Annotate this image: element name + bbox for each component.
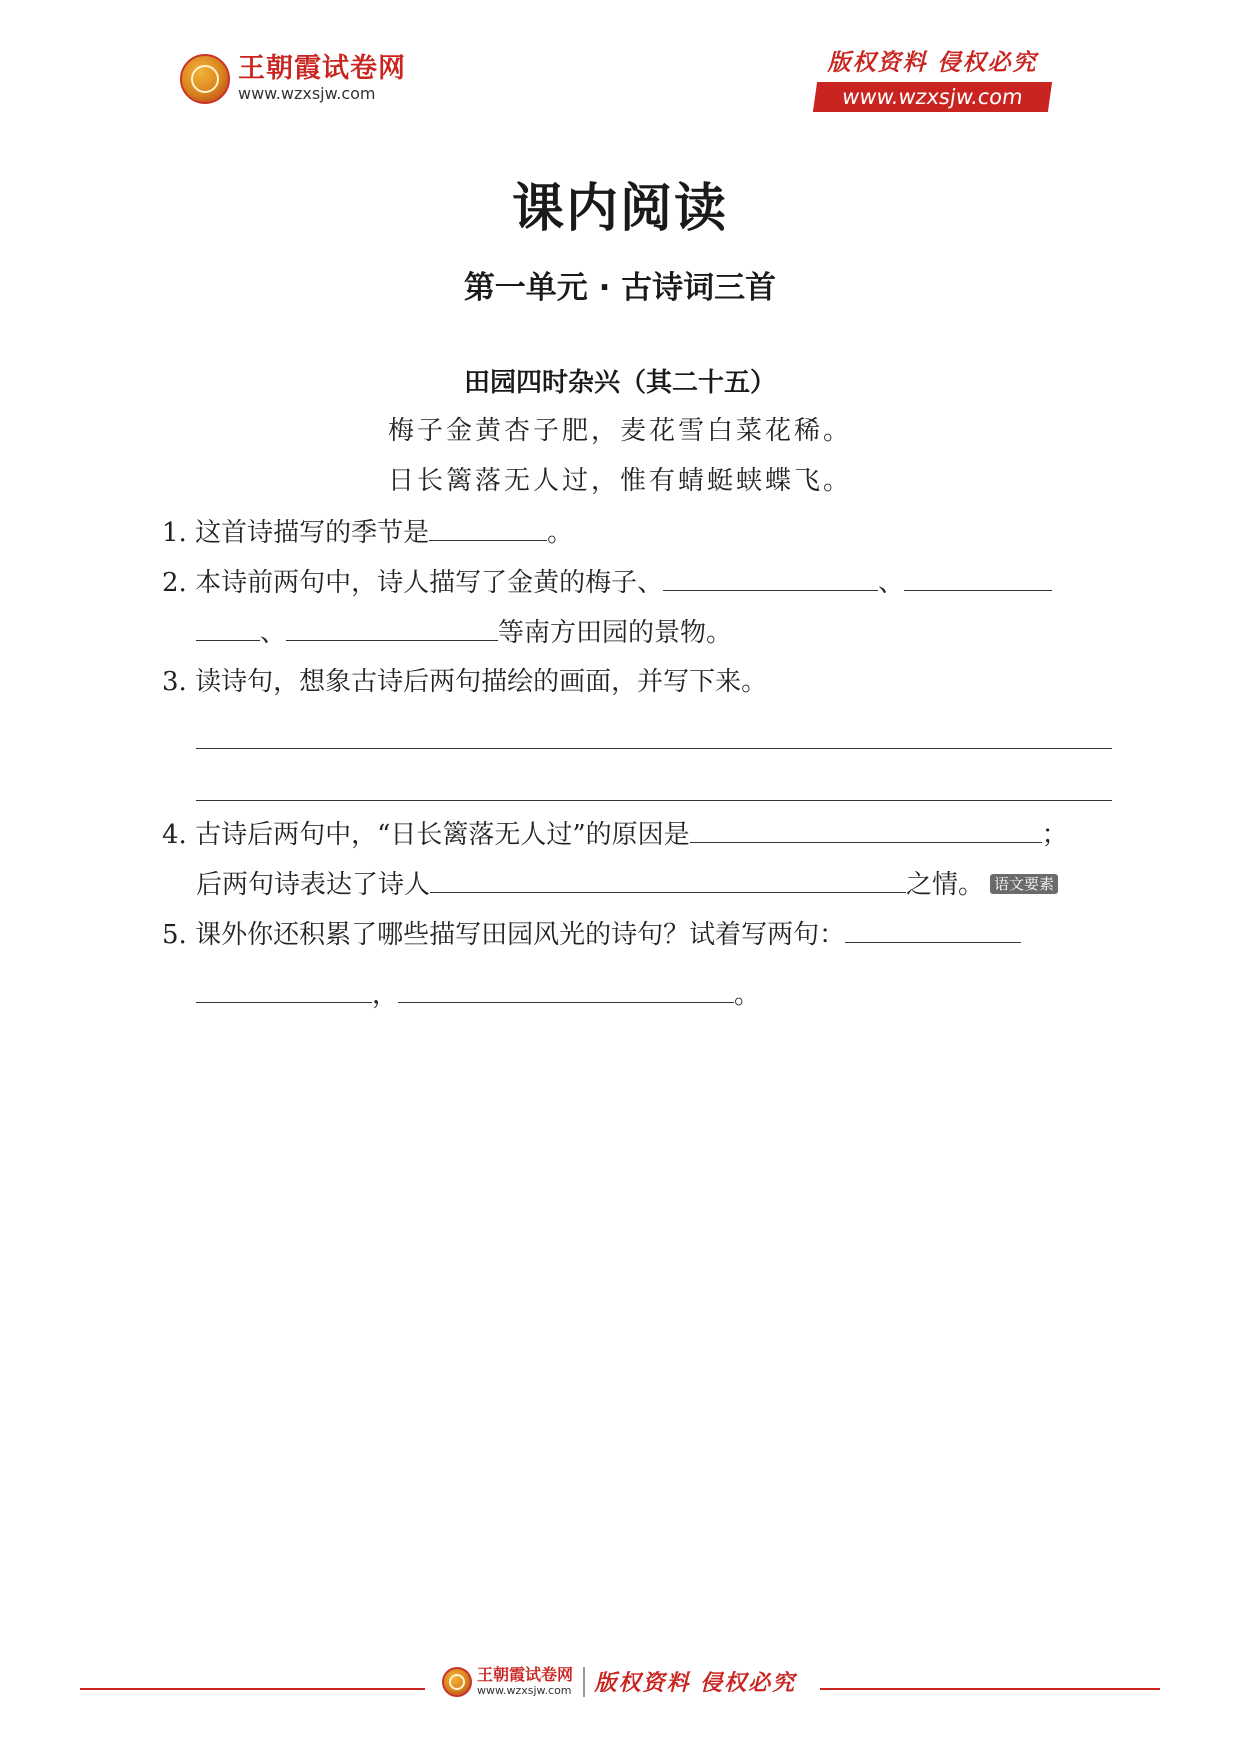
answer-line-3b[interactable] [196, 800, 1112, 801]
footer-logo-name: 王朝霞试卷网 [477, 1665, 574, 1684]
answer-blank-4b[interactable] [430, 866, 906, 893]
logo-name: 王朝霞试卷网 [238, 53, 406, 84]
question-4: 4. 古诗后两句中，“日长篱落无人过”的原因是 ； [162, 816, 1068, 853]
footer-copyright: 版权资料 侵权必究 [594, 1670, 797, 1696]
question-3-text: 3. 读诗句，想象古诗后两句描绘的画面，并写下来。 [162, 667, 768, 697]
footer-seal-logo-icon [442, 1667, 472, 1697]
footer-rule-left [80, 1688, 425, 1690]
seal-logo-icon [180, 54, 230, 104]
question-5-cont: ， 。 [196, 976, 760, 1013]
answer-blank-2b[interactable] [904, 564, 1052, 591]
copyright-url: www.wzxsjw.com [813, 82, 1052, 112]
question-5-text: 5. 课外你还积累了哪些描写田园风光的诗句？试着写两句： [162, 920, 846, 950]
answer-blank-4a[interactable] [690, 816, 1042, 843]
poem-line-2: 日长篱落无人过，惟有蜻蜓蛱蝶飞。 [387, 466, 852, 496]
answer-blank-2d[interactable] [286, 614, 498, 641]
question-4-text: 4. 古诗后两句中，“日长篱落无人过”的原因是 [162, 820, 690, 850]
footer-logo-url: www.wzxsjw.com [477, 1684, 572, 1697]
footer-brand [442, 1666, 796, 1697]
question-2-text: 2. 本诗前两句中，诗人描写了金黄的梅子、 [162, 568, 664, 598]
question-2-cont: 、 等南方田园的景物。 [196, 614, 732, 651]
answer-line-3a[interactable] [196, 748, 1112, 749]
site-logo [180, 54, 406, 104]
answer-blank-2a[interactable] [663, 564, 878, 591]
question-5 [162, 916, 1021, 953]
question-3 [162, 664, 767, 700]
page-title: 课内阅读 [511, 179, 728, 239]
question-4-text2: 后两句诗表达了诗人 [196, 870, 431, 900]
question-1: 1. 这首诗描写的季节是 。 [162, 514, 573, 551]
answer-blank-5c[interactable] [398, 976, 734, 1003]
answer-blank-5b[interactable] [196, 976, 372, 1003]
question-1-text: 1. 这首诗描写的季节是 [162, 518, 430, 548]
poem-title: 田园四时杂兴（其二十五） [463, 368, 776, 398]
question-4-cont: 后两句诗表达了诗人 之情。 语文要素 [196, 866, 1058, 903]
answer-blank-2c[interactable] [196, 614, 260, 641]
footer-rule-right [820, 1688, 1160, 1690]
copyright-text: 版权资料 侵权必究 [827, 49, 1038, 76]
question-2: 2. 本诗前两句中，诗人描写了金黄的梅子、 、 [162, 564, 1052, 601]
logo-url: www.wzxsjw.com [238, 84, 376, 103]
answer-blank-5a[interactable] [845, 916, 1021, 943]
answer-blank-1[interactable] [429, 514, 547, 541]
poem-line-1: 梅子金黄杏子肥，麦花雪白菜花稀。 [387, 416, 852, 446]
footer-divider [583, 1667, 585, 1697]
page-subtitle: 第一单元 · 古诗词三首 [463, 270, 777, 306]
skill-tag: 语文要素 [990, 874, 1058, 894]
copyright-block [815, 48, 1050, 112]
